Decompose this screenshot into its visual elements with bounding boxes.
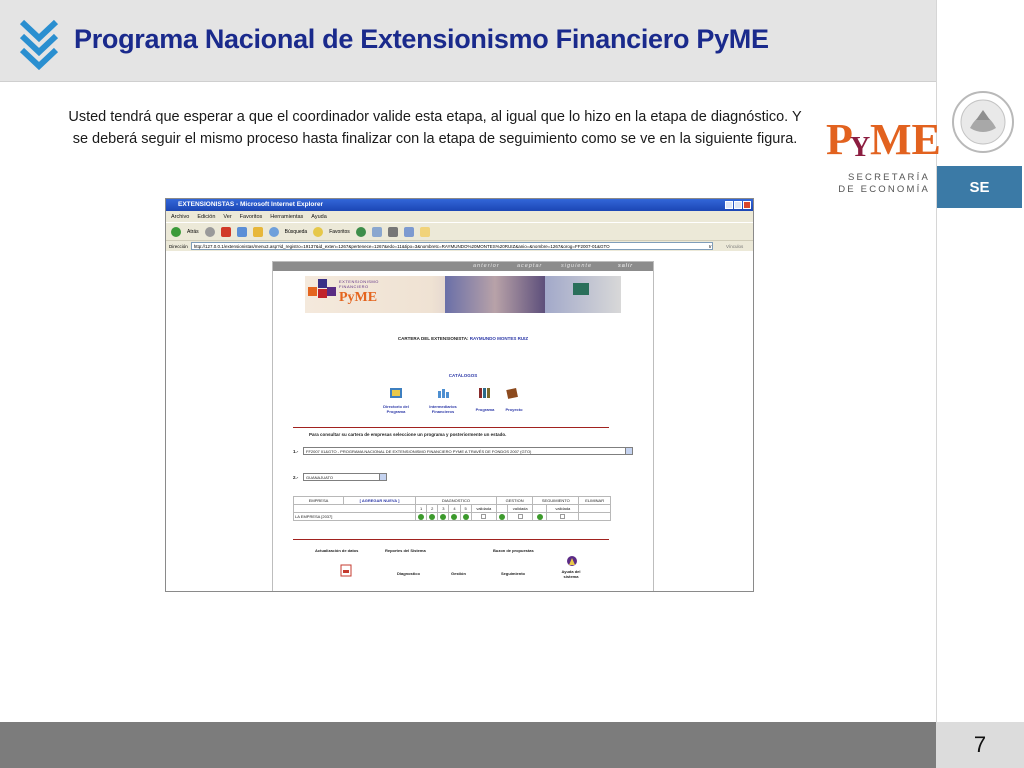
stage-complete-icon[interactable] — [440, 514, 446, 520]
table-row[interactable] — [294, 513, 611, 521]
menu-herramientas[interactable]: Herramientas — [270, 213, 304, 220]
nav-salir[interactable]: salir — [618, 263, 634, 269]
favorites-label[interactable]: Favoritos — [329, 228, 350, 235]
state-select[interactable] — [303, 473, 387, 481]
col-gestion: GESTION — [496, 497, 532, 505]
close-icon[interactable] — [743, 201, 751, 209]
agregar-nueva-link[interactable]: [ AGREGAR NUEVA ] — [344, 497, 416, 505]
sub-gestion-validada: validada — [508, 505, 533, 513]
cat-proyecto[interactable]: Proyecto — [505, 407, 523, 412]
se-badge: SE — [937, 166, 1022, 208]
forward-arrow-icon[interactable] — [205, 227, 215, 237]
chevron-logo-icon — [18, 18, 60, 70]
pyme-logo: P Y ME — [826, 115, 941, 164]
mail-icon[interactable] — [372, 227, 382, 237]
field2-label: 2.- — [293, 475, 299, 480]
stage-complete-icon[interactable] — [418, 514, 424, 520]
directory-icon[interactable] — [389, 386, 403, 400]
table-header-row — [294, 497, 611, 505]
col-eliminar: ELIMINAR — [579, 497, 611, 505]
menu-edicion[interactable]: Edición — [197, 213, 216, 220]
report-diagnostico[interactable]: Diagnostico — [397, 571, 420, 576]
nav-anterior[interactable]: anterior — [473, 263, 500, 269]
nav-siguiente[interactable]: siguiente — [561, 263, 593, 269]
sub-5: 5 — [460, 505, 471, 513]
nav-aceptar[interactable]: aceptar — [517, 263, 543, 269]
col-seguimiento: SEGUIMIENTO — [533, 497, 579, 505]
menu-archivo[interactable]: Archivo — [171, 213, 190, 220]
browser-toolbar — [166, 222, 753, 240]
cat-directorio[interactable]: Directorio del Programa — [383, 404, 409, 414]
search-label[interactable]: Búsqueda — [284, 228, 308, 235]
menu-ver[interactable]: Ver — [223, 213, 232, 220]
checkbox-icon[interactable] — [481, 514, 486, 519]
chevron-down-icon[interactable] — [625, 448, 632, 454]
links-label[interactable]: Vínculos — [726, 243, 744, 249]
project-book-icon[interactable] — [505, 386, 519, 400]
banner-photo — [445, 276, 545, 313]
divider-bottom — [293, 539, 609, 540]
address-label: Dirección — [169, 243, 188, 249]
app-frame — [272, 261, 654, 592]
pdf-icon[interactable] — [340, 564, 352, 577]
search-icon[interactable] — [269, 227, 279, 237]
sub-1: 1 — [416, 505, 427, 513]
checkbox-icon[interactable] — [560, 514, 565, 519]
maximize-icon[interactable] — [734, 201, 742, 209]
state-select-value: GUANAJUATO — [306, 475, 333, 480]
stage-complete-icon[interactable] — [499, 514, 505, 520]
app-banner — [305, 276, 621, 313]
web-page — [166, 252, 753, 592]
secretaria-label: SECRETARÍA DE ECONOMÍA — [838, 172, 930, 195]
program-select[interactable] — [303, 447, 633, 455]
banner-pyme-logo: PyME — [339, 290, 378, 305]
menu-favoritos[interactable]: Favoritos — [239, 213, 263, 220]
menu-ayuda[interactable]: Ayuda — [311, 213, 327, 220]
sub-2: 2 — [427, 505, 438, 513]
mexico-seal-icon — [948, 84, 1018, 164]
divider-top — [293, 427, 609, 428]
browser-title: EXTENSIONISTAS - Microsoft Internet Explorer — [178, 201, 324, 208]
books-icon[interactable] — [478, 386, 492, 400]
stage-complete-icon[interactable] — [429, 514, 435, 520]
catalogos-heading: CATÁLOGOS — [448, 373, 478, 378]
cartera-heading — [273, 336, 653, 341]
row-company[interactable]: LA EMPRESA [2037] — [294, 513, 416, 521]
report-seguimiento[interactable]: Seguimiento — [501, 571, 526, 576]
reportes-label: Reportes del Sistema — [385, 548, 426, 553]
sub-4: 4 — [449, 505, 460, 513]
intro-paragraph: Usted tendrá que esperar a que el coordinador valide esta etapa, al igual que lo hizo en la etapa de diagnóstico. Y se deberá seguir el mismo proceso hasta finalizar con la etapa de seguimiento como se ve en la siguiente figura. — [68, 109, 802, 147]
stage-complete-icon[interactable] — [537, 514, 543, 520]
browser-menubar — [166, 211, 753, 222]
app-navbar — [273, 262, 653, 271]
slide-footer — [0, 722, 936, 768]
col-diagnostico: DIAGNOSTICO — [416, 497, 497, 505]
cartera-table — [293, 496, 611, 521]
sub-seg-validada: validada — [547, 505, 579, 513]
consultar-instructions: Para consultar su cartera de empresas seleccione un programa y posteriormente un estado. — [309, 432, 507, 437]
refresh-icon[interactable] — [237, 227, 247, 237]
extensionista-name: RAYMUNDO MONTES RUIZ — [469, 336, 529, 341]
window-controls — [725, 201, 751, 209]
sub-diag-validada: validada — [471, 505, 496, 513]
program-select-value: FF2007 01&GTO - PROGRAMA NACIONAL DE EXTENSIONISMO FINANCIERO PYME A TRAVÉS DE FONDOS 2007 (GTO) — [306, 449, 532, 454]
intermediaries-icon[interactable] — [437, 386, 451, 400]
browser-titlebar — [166, 199, 753, 211]
help-icon[interactable] — [565, 554, 579, 568]
edit-icon[interactable] — [404, 227, 414, 237]
page-number: 7 — [936, 722, 1024, 768]
sub-3: 3 — [438, 505, 449, 513]
table-subheader-row — [294, 505, 611, 513]
history-icon[interactable] — [356, 227, 366, 237]
slide-header — [0, 0, 936, 82]
banner-text: EXTENSIONISMO FINANCIERO — [339, 279, 379, 289]
go-button[interactable]: Ir — [709, 243, 712, 249]
address-input[interactable]: http://127.0.0.1/extensionistas/menu3.asp?id_registro=19137&id_exten=1267&pertenece=1267&edo=11&tipo=3&nombretc=RAYMUNDO%20MONTES%20RUIZ&anio=&nombre=1267&orog=FF2007-01&GTO — [191, 242, 713, 250]
stop-icon[interactable] — [221, 227, 231, 237]
stage-complete-icon[interactable] — [463, 514, 469, 520]
chevron-down-icon[interactable] — [379, 474, 386, 480]
favorites-star-icon[interactable] — [313, 227, 323, 237]
actualizacion-label[interactable]: Actualización de datos — [315, 548, 359, 553]
col-empresa: EMPRESA — [294, 497, 344, 505]
checkbox-icon[interactable] — [518, 514, 523, 519]
browser-screenshot — [165, 198, 754, 592]
banner-se-logo-icon — [573, 283, 589, 295]
cat-intermediarios[interactable]: Intermediarios Financieros — [429, 404, 457, 414]
back-label[interactable]: Atrás — [187, 228, 199, 235]
home-icon[interactable] — [253, 227, 263, 237]
print-icon[interactable] — [388, 227, 398, 237]
slide-title: Programa Nacional de Extensionismo Financiero PyME — [74, 24, 769, 54]
address-bar — [166, 240, 753, 251]
pyme-arrows-logo-icon — [307, 278, 337, 308]
report-gestion[interactable]: Gestión — [451, 571, 466, 576]
back-arrow-icon[interactable] — [171, 227, 181, 237]
cartera-label: CARTERA DEL EXTENSIONISTA: — [397, 336, 469, 341]
field1-label: 1.- — [293, 449, 299, 454]
stage-complete-icon[interactable] — [451, 514, 457, 520]
ayuda-label[interactable]: Ayuda del sistema — [561, 569, 581, 579]
folder-icon[interactable] — [420, 227, 430, 237]
buzon-label[interactable]: Buzon de propuestas — [493, 548, 534, 553]
minimize-icon[interactable] — [725, 201, 733, 209]
cat-programa[interactable]: Programa — [475, 407, 495, 412]
